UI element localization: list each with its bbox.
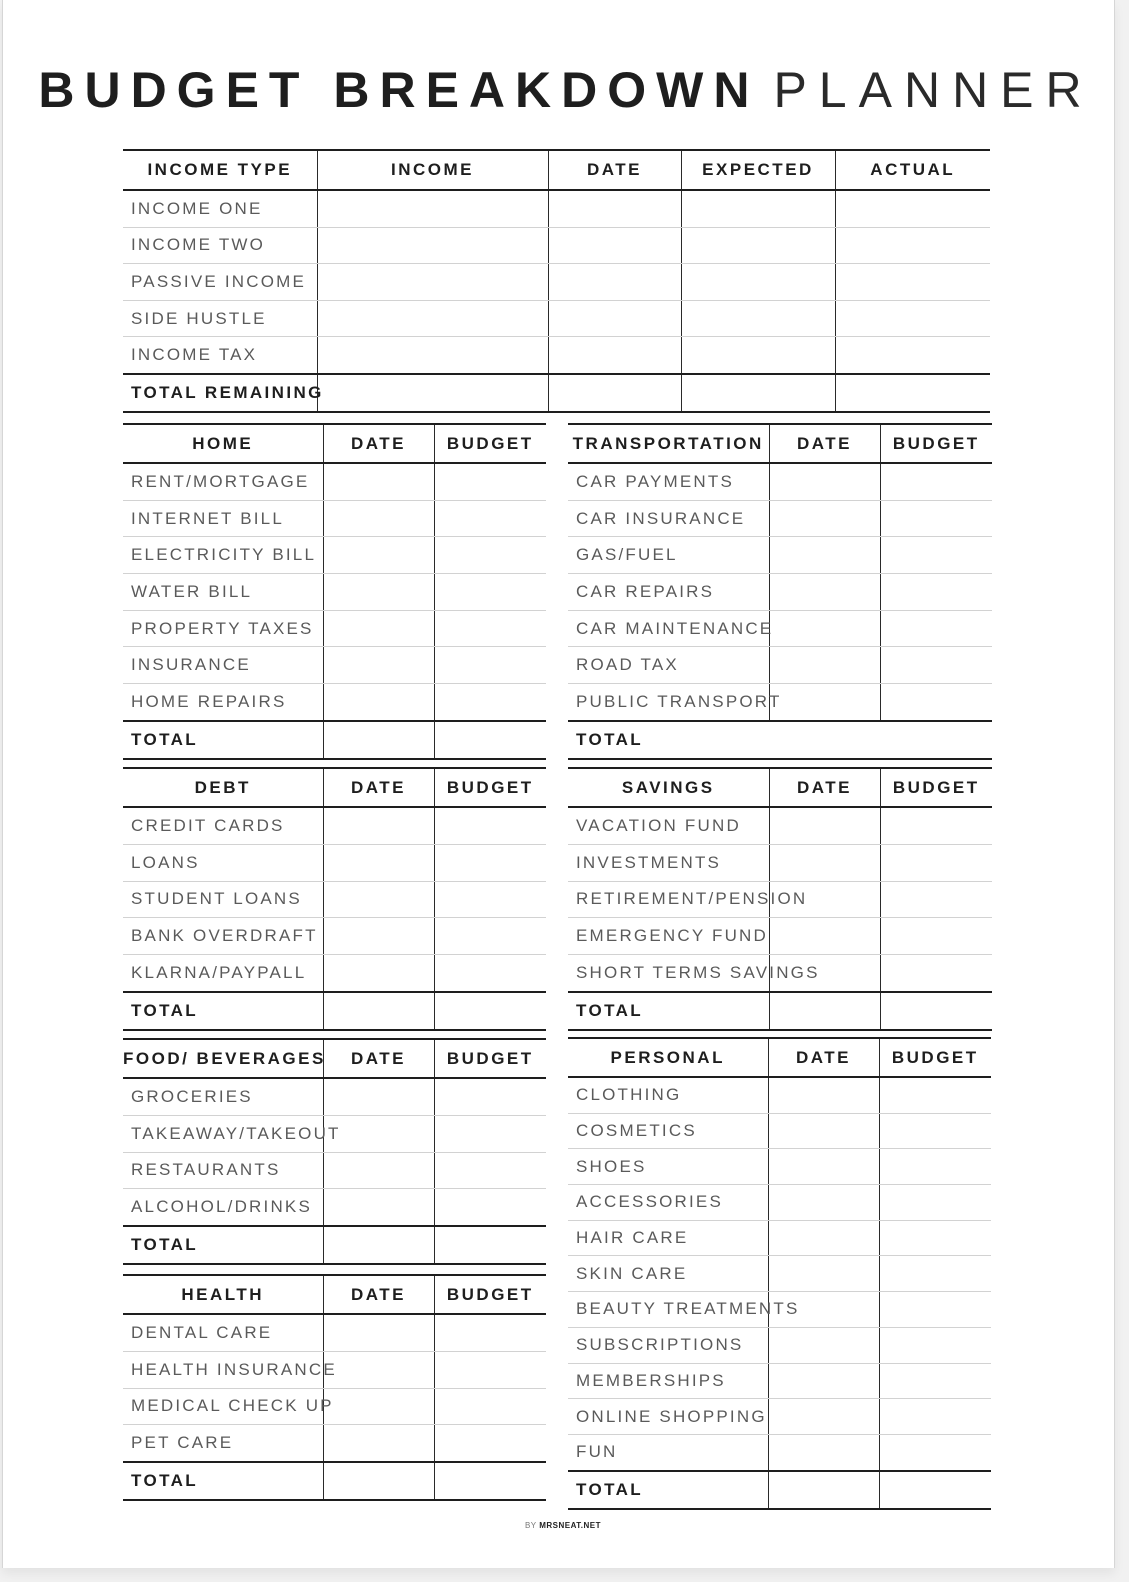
- row-label: ALCOHOL/DRINKS: [123, 1189, 323, 1226]
- table-row: [568, 537, 992, 574]
- title-light: PLANNER: [773, 62, 1094, 118]
- debt-header-row: [123, 768, 546, 807]
- entry-cell[interactable]: [768, 1327, 879, 1363]
- entry-cell[interactable]: [879, 1399, 991, 1435]
- table-row: [568, 1113, 991, 1149]
- entry-cell[interactable]: [434, 1152, 546, 1189]
- entry-cell[interactable]: [434, 955, 546, 992]
- total-cell[interactable]: [323, 721, 434, 759]
- table-row: [123, 1078, 546, 1115]
- income-col-header: EXPECTED: [681, 150, 835, 190]
- entry-cell[interactable]: [434, 463, 546, 500]
- table-row: [568, 1185, 991, 1221]
- entry-cell[interactable]: [323, 844, 434, 881]
- table-row: [568, 1363, 991, 1399]
- total-cell[interactable]: [434, 1226, 546, 1264]
- savings-total-row: [568, 992, 992, 1030]
- total-cell[interactable]: [323, 1462, 434, 1500]
- table-row: [123, 684, 546, 721]
- row-label: CAR INSURANCE: [568, 500, 769, 537]
- entry-cell[interactable]: [434, 1388, 546, 1425]
- entry-cell[interactable]: [323, 881, 434, 918]
- entry-cell[interactable]: [434, 500, 546, 537]
- row-label: GROCERIES: [123, 1078, 323, 1115]
- income-col-header: ACTUAL: [835, 150, 990, 190]
- food-table: [123, 1038, 546, 1265]
- entry-cell[interactable]: [434, 537, 546, 574]
- row-label: CAR PAYMENTS: [568, 463, 769, 500]
- food-header-row: [123, 1039, 546, 1078]
- table-row: [568, 918, 992, 955]
- table-row: [123, 610, 546, 647]
- personal-col-header: DATE: [768, 1038, 879, 1077]
- table-row: [123, 1314, 546, 1351]
- entry-cell[interactable]: [880, 844, 992, 881]
- entry-cell[interactable]: [434, 1314, 546, 1351]
- row-label: RETIREMENT/PENSION: [568, 881, 769, 918]
- table-row: [123, 807, 546, 844]
- entry-cell[interactable]: [434, 1425, 546, 1462]
- table-row: [123, 537, 546, 574]
- total-label: TOTAL: [123, 1226, 323, 1264]
- page-title: [3, 60, 1129, 120]
- entry-cell[interactable]: [879, 1363, 991, 1399]
- row-label: KLARNA/PAYPALL: [123, 955, 323, 992]
- row-label: CLOTHING: [568, 1077, 768, 1113]
- entry-cell[interactable]: [879, 1292, 991, 1328]
- savings-col-header: SAVINGS: [568, 768, 769, 807]
- entry-cell[interactable]: [769, 918, 880, 955]
- row-label: GAS/FUEL: [568, 537, 769, 574]
- transportation-total-row: [568, 721, 992, 759]
- entry-cell[interactable]: [879, 1077, 991, 1113]
- total-cell[interactable]: [880, 992, 992, 1030]
- table-row: [123, 1425, 546, 1462]
- row-label: PROPERTY TAXES: [123, 610, 323, 647]
- food-col-header: BUDGET: [434, 1039, 546, 1078]
- total-label: TOTAL REMAINING: [123, 374, 317, 412]
- table-row: [568, 647, 992, 684]
- entry-cell[interactable]: [880, 574, 992, 611]
- table-row: [568, 684, 992, 721]
- entry-cell[interactable]: [768, 1220, 879, 1256]
- row-label: COSMETICS: [568, 1113, 768, 1149]
- entry-cell[interactable]: [768, 1256, 879, 1292]
- row-label: INCOME TAX: [123, 337, 317, 374]
- income-header-row: [123, 150, 990, 190]
- entry-cell[interactable]: [769, 610, 880, 647]
- table-row: [568, 881, 992, 918]
- entry-cell[interactable]: [879, 1113, 991, 1149]
- entry-cell[interactable]: [681, 337, 835, 374]
- entry-cell[interactable]: [769, 537, 880, 574]
- transportation-col-header: DATE: [769, 424, 880, 463]
- entry-cell[interactable]: [879, 1256, 991, 1292]
- entry-cell[interactable]: [879, 1220, 991, 1256]
- row-label: FUN: [568, 1434, 768, 1470]
- table-row: [123, 881, 546, 918]
- home-col-header: HOME: [123, 424, 323, 463]
- income-col-header: DATE: [548, 150, 681, 190]
- table-row: [568, 610, 992, 647]
- entry-cell[interactable]: [880, 881, 992, 918]
- table-row: [123, 1388, 546, 1425]
- entry-cell[interactable]: [323, 1388, 434, 1425]
- entry-cell[interactable]: [835, 227, 990, 264]
- row-label: HOME REPAIRS: [123, 684, 323, 721]
- row-label: ACCESSORIES: [568, 1185, 768, 1221]
- table-row: [568, 1256, 991, 1292]
- table-row: [568, 807, 992, 844]
- entry-cell[interactable]: [434, 1115, 546, 1152]
- row-label: STUDENT LOANS: [123, 881, 323, 918]
- table-row: [568, 1292, 991, 1328]
- table-row: [568, 1399, 991, 1435]
- table-row: [123, 190, 990, 227]
- entry-cell[interactable]: [835, 190, 990, 227]
- entry-cell[interactable]: [434, 610, 546, 647]
- footer-credit: [0, 1521, 1126, 1530]
- row-label: CAR MAINTENANCE: [568, 610, 769, 647]
- entry-cell[interactable]: [768, 1399, 879, 1435]
- entry-cell[interactable]: [323, 1152, 434, 1189]
- table-row: [568, 1327, 991, 1363]
- entry-cell[interactable]: [323, 647, 434, 684]
- entry-cell[interactable]: [768, 1363, 879, 1399]
- entry-cell[interactable]: [768, 1077, 879, 1113]
- table-row: [123, 264, 990, 301]
- entry-cell[interactable]: [879, 1185, 991, 1221]
- entry-cell[interactable]: [434, 1189, 546, 1226]
- entry-cell[interactable]: [768, 1185, 879, 1221]
- entry-cell[interactable]: [681, 264, 835, 301]
- transportation-header-row: [568, 424, 992, 463]
- entry-cell[interactable]: [323, 1189, 434, 1226]
- income-col-header: INCOME TYPE: [123, 150, 317, 190]
- table-row: [568, 1434, 991, 1470]
- row-label: EMERGENCY FUND: [568, 918, 769, 955]
- table-row: [123, 227, 990, 264]
- total-cell[interactable]: [548, 374, 681, 412]
- debt-total-row: [123, 992, 546, 1030]
- credit-site: MRSNEAT.NET: [539, 1521, 602, 1530]
- home-header-row: [123, 424, 546, 463]
- entry-cell[interactable]: [768, 1113, 879, 1149]
- entry-cell[interactable]: [835, 264, 990, 301]
- entry-cell[interactable]: [880, 955, 992, 992]
- table-row: [568, 574, 992, 611]
- health-col-header: HEALTH: [123, 1275, 323, 1314]
- row-label: CAR REPAIRS: [568, 574, 769, 611]
- entry-cell[interactable]: [880, 610, 992, 647]
- savings-col-header: BUDGET: [880, 768, 992, 807]
- table-row: [568, 955, 992, 992]
- total-label: TOTAL: [123, 992, 323, 1030]
- row-label: TAKEAWAY/TAKEOUT: [123, 1115, 323, 1152]
- entry-cell[interactable]: [879, 1149, 991, 1185]
- entry-cell[interactable]: [769, 647, 880, 684]
- entry-cell[interactable]: [769, 463, 880, 500]
- debt-col-header: DEBT: [123, 768, 323, 807]
- personal-header-row: [568, 1038, 991, 1077]
- table-row: [123, 1189, 546, 1226]
- total-cell[interactable]: [434, 721, 546, 759]
- row-label: SHORT TERMS SAVINGS: [568, 955, 769, 992]
- transportation-table: [568, 423, 992, 760]
- row-label: WATER BILL: [123, 574, 323, 611]
- entry-cell[interactable]: [434, 1351, 546, 1388]
- savings-col-header: DATE: [769, 768, 880, 807]
- entry-cell[interactable]: [880, 500, 992, 537]
- entry-cell[interactable]: [880, 807, 992, 844]
- entry-cell[interactable]: [769, 684, 880, 721]
- entry-cell[interactable]: [434, 574, 546, 611]
- table-row: [123, 844, 546, 881]
- entry-cell[interactable]: [681, 190, 835, 227]
- row-label: SHOES: [568, 1149, 768, 1185]
- table-row: [123, 1115, 546, 1152]
- entry-cell[interactable]: [323, 1425, 434, 1462]
- home-table: [123, 423, 546, 760]
- entry-cell[interactable]: [434, 844, 546, 881]
- table-row: [123, 1351, 546, 1388]
- food-col-header: DATE: [323, 1039, 434, 1078]
- personal-table: [568, 1037, 991, 1510]
- entry-cell[interactable]: [681, 227, 835, 264]
- personal-total-row: [568, 1471, 991, 1509]
- row-label: MEMBERSHIPS: [568, 1363, 768, 1399]
- row-label: INTERNET BILL: [123, 500, 323, 537]
- row-label: CREDIT CARDS: [123, 807, 323, 844]
- entry-cell[interactable]: [681, 300, 835, 337]
- entry-cell[interactable]: [434, 684, 546, 721]
- table-row: [123, 1152, 546, 1189]
- health-total-row: [123, 1462, 546, 1500]
- total-label: TOTAL: [568, 721, 769, 759]
- entry-cell[interactable]: [323, 1314, 434, 1351]
- row-label: SIDE HUSTLE: [123, 300, 317, 337]
- entry-cell[interactable]: [880, 684, 992, 721]
- home-col-header: DATE: [323, 424, 434, 463]
- personal-col-header: PERSONAL: [568, 1038, 768, 1077]
- entry-cell[interactable]: [323, 955, 434, 992]
- income-col-header: INCOME: [317, 150, 548, 190]
- entry-cell[interactable]: [317, 227, 548, 264]
- table-row: [123, 337, 990, 374]
- row-label: RESTAURANTS: [123, 1152, 323, 1189]
- entry-cell[interactable]: [769, 807, 880, 844]
- entry-cell[interactable]: [548, 264, 681, 301]
- total-cell[interactable]: [835, 374, 990, 412]
- total-cell[interactable]: [769, 992, 880, 1030]
- entry-cell[interactable]: [835, 337, 990, 374]
- row-label: HEALTH INSURANCE: [123, 1351, 323, 1388]
- table-row: [123, 647, 546, 684]
- total-cell[interactable]: [681, 374, 835, 412]
- income-total-row: [123, 374, 990, 412]
- entry-cell[interactable]: [835, 300, 990, 337]
- entry-cell[interactable]: [323, 500, 434, 537]
- savings-table: [568, 767, 992, 1031]
- entry-cell[interactable]: [323, 537, 434, 574]
- total-cell[interactable]: [768, 1471, 879, 1509]
- entry-cell[interactable]: [434, 881, 546, 918]
- row-label: SKIN CARE: [568, 1256, 768, 1292]
- entry-cell[interactable]: [323, 684, 434, 721]
- total-cell[interactable]: [769, 721, 880, 759]
- entry-cell[interactable]: [323, 1078, 434, 1115]
- entry-cell[interactable]: [548, 227, 681, 264]
- entry-cell[interactable]: [323, 463, 434, 500]
- table-row: [568, 500, 992, 537]
- credit-by: BY: [524, 1521, 537, 1530]
- total-label: TOTAL: [568, 992, 769, 1030]
- entry-cell[interactable]: [880, 463, 992, 500]
- health-col-header: BUDGET: [434, 1275, 546, 1314]
- row-label: VACATION FUND: [568, 807, 769, 844]
- entry-cell[interactable]: [879, 1434, 991, 1470]
- entry-cell[interactable]: [768, 1149, 879, 1185]
- total-cell[interactable]: [880, 721, 992, 759]
- table-row: [123, 574, 546, 611]
- health-table: [123, 1274, 546, 1501]
- row-label: BANK OVERDRAFT: [123, 918, 323, 955]
- table-row: [123, 955, 546, 992]
- total-label: TOTAL: [123, 721, 323, 759]
- entry-cell[interactable]: [769, 500, 880, 537]
- entry-cell[interactable]: [768, 1434, 879, 1470]
- food-col-header: FOOD/ BEVERAGES: [123, 1039, 323, 1078]
- entry-cell[interactable]: [323, 807, 434, 844]
- entry-cell[interactable]: [317, 264, 548, 301]
- entry-cell[interactable]: [769, 574, 880, 611]
- entry-cell[interactable]: [434, 1078, 546, 1115]
- title-bold: BUDGET BREAKDOWN: [38, 62, 760, 118]
- entry-cell[interactable]: [548, 300, 681, 337]
- row-label: INVESTMENTS: [568, 844, 769, 881]
- total-cell[interactable]: [323, 992, 434, 1030]
- health-col-header: DATE: [323, 1275, 434, 1314]
- table-row: [123, 500, 546, 537]
- table-row: [568, 1149, 991, 1185]
- food-total-row: [123, 1226, 546, 1264]
- table-row: [123, 463, 546, 500]
- entry-cell[interactable]: [317, 337, 548, 374]
- row-label: INCOME ONE: [123, 190, 317, 227]
- row-label: PASSIVE INCOME: [123, 264, 317, 301]
- row-label: DENTAL CARE: [123, 1314, 323, 1351]
- transportation-col-header: BUDGET: [880, 424, 992, 463]
- entry-cell[interactable]: [548, 337, 681, 374]
- income-table: [123, 149, 990, 413]
- entry-cell[interactable]: [323, 610, 434, 647]
- total-cell[interactable]: [434, 992, 546, 1030]
- entry-cell[interactable]: [317, 190, 548, 227]
- row-label: RENT/MORTGAGE: [123, 463, 323, 500]
- debt-table: [123, 767, 546, 1031]
- entry-cell[interactable]: [317, 300, 548, 337]
- home-total-row: [123, 721, 546, 759]
- row-label: LOANS: [123, 844, 323, 881]
- entry-cell[interactable]: [548, 190, 681, 227]
- health-header-row: [123, 1275, 546, 1314]
- row-label: BEAUTY TREATMENTS: [568, 1292, 768, 1328]
- table-row: [568, 1077, 991, 1113]
- total-label: TOTAL: [123, 1462, 323, 1500]
- table-row: [123, 918, 546, 955]
- entry-cell[interactable]: [323, 1351, 434, 1388]
- home-col-header: BUDGET: [434, 424, 546, 463]
- savings-header-row: [568, 768, 992, 807]
- total-cell[interactable]: [879, 1471, 991, 1509]
- entry-cell[interactable]: [323, 574, 434, 611]
- transportation-col-header: TRANSPORTATION: [568, 424, 769, 463]
- row-label: PET CARE: [123, 1425, 323, 1462]
- entry-cell[interactable]: [323, 918, 434, 955]
- entry-cell[interactable]: [880, 647, 992, 684]
- entry-cell[interactable]: [880, 918, 992, 955]
- row-label: MEDICAL CHECK UP: [123, 1388, 323, 1425]
- row-label: HAIR CARE: [568, 1220, 768, 1256]
- table-row: [568, 1220, 991, 1256]
- row-label: ONLINE SHOPPING: [568, 1399, 768, 1435]
- table-row: [568, 463, 992, 500]
- entry-cell[interactable]: [880, 537, 992, 574]
- row-label: ELECTRICITY BILL: [123, 537, 323, 574]
- row-label: INCOME TWO: [123, 227, 317, 264]
- personal-col-header: BUDGET: [879, 1038, 991, 1077]
- entry-cell[interactable]: [434, 647, 546, 684]
- total-label: TOTAL: [568, 1471, 768, 1509]
- debt-col-header: DATE: [323, 768, 434, 807]
- total-cell[interactable]: [323, 1226, 434, 1264]
- entry-cell[interactable]: [434, 918, 546, 955]
- entry-cell[interactable]: [434, 807, 546, 844]
- entry-cell[interactable]: [879, 1327, 991, 1363]
- table-row: [123, 300, 990, 337]
- total-cell[interactable]: [434, 1462, 546, 1500]
- row-label: INSURANCE: [123, 647, 323, 684]
- row-label: PUBLIC TRANSPORT: [568, 684, 769, 721]
- entry-cell[interactable]: [769, 844, 880, 881]
- table-row: [568, 844, 992, 881]
- total-cell[interactable]: [317, 374, 548, 412]
- row-label: ROAD TAX: [568, 647, 769, 684]
- debt-col-header: BUDGET: [434, 768, 546, 807]
- row-label: SUBSCRIPTIONS: [568, 1327, 768, 1363]
